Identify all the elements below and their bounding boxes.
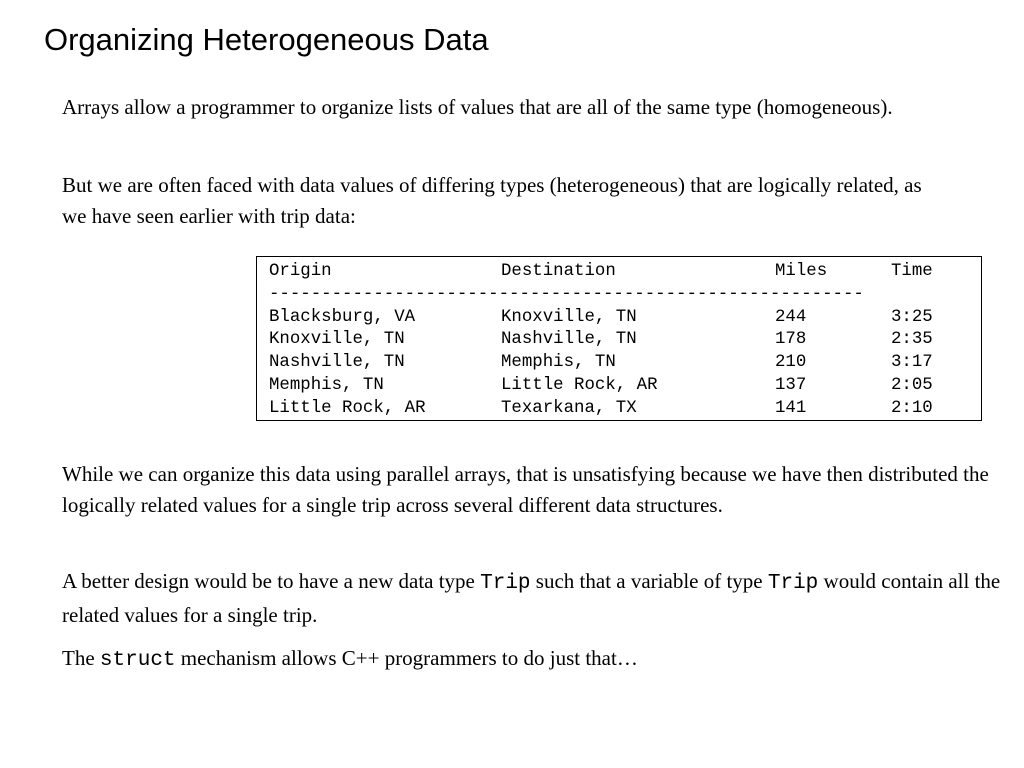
paragraph-text: The <box>62 646 100 670</box>
paragraph-text: mechanism allows C++ programmers to do just that… <box>175 646 638 670</box>
cell-miles: 244 <box>775 307 807 327</box>
paragraph-text: would contain all the related values for a single trip. <box>62 569 1001 627</box>
paragraph-heterogeneous-data: But we are often faced with data values of differing types (heterogeneous) that are logically related, as we have seen earlier with trip data: <box>62 173 922 228</box>
header-destination: Destination <box>501 262 616 281</box>
table-row <box>269 398 981 421</box>
paragraph-struct-mechanism <box>62 643 1002 677</box>
header-time: Time <box>891 262 933 281</box>
table-row <box>269 307 981 330</box>
cell-origin: Little Rock, AR <box>269 398 426 418</box>
table-row <box>269 329 981 352</box>
cell-destination: Memphis, TN <box>501 353 616 373</box>
code-keyword-trip: Trip <box>480 572 531 595</box>
paragraph-parallel-arrays: While we can organize this data using parallel arrays, that is unsatisfying because we have then distributed the logically related values for a single trip across several different data structures. <box>62 462 989 517</box>
cell-origin: Memphis, TN <box>269 375 384 395</box>
paragraph-arrays-homogeneous: Arrays allow a programmer to organize lists of values that are all of the same type (homogeneous). <box>62 95 893 119</box>
cell-origin: Blacksburg, VA <box>269 307 416 327</box>
cell-miles: 137 <box>775 375 807 395</box>
cell-miles: 210 <box>775 353 807 373</box>
code-keyword-trip: Trip <box>767 572 819 595</box>
table-row <box>269 375 981 398</box>
table-header-row <box>269 261 981 284</box>
slide-title: Organizing Heterogeneous Data <box>44 22 489 57</box>
cell-time: 2:35 <box>891 330 933 350</box>
cell-destination: Texarkana, TX <box>501 398 637 418</box>
cell-time: 2:05 <box>891 375 933 395</box>
header-origin: Origin <box>269 262 332 281</box>
cell-destination: Knoxville, TN <box>501 307 637 327</box>
cell-destination: Little Rock, AR <box>501 375 658 395</box>
code-keyword-struct: struct <box>99 649 176 672</box>
cell-time: 3:25 <box>891 307 933 327</box>
cell-destination: Nashville, TN <box>501 330 637 350</box>
table-row <box>269 352 981 375</box>
paragraph-trip-type <box>62 566 1002 630</box>
cell-time: 2:10 <box>891 398 933 418</box>
paragraph-text: such that a variable of type <box>530 569 768 593</box>
trip-data-table <box>256 256 982 421</box>
paragraph-text: A better design would be to have a new data type <box>62 569 481 593</box>
cell-miles: 141 <box>775 398 807 418</box>
cell-miles: 178 <box>775 330 807 350</box>
table-divider: --------------------------------------------------------- <box>269 284 864 304</box>
cell-time: 3:17 <box>891 353 933 373</box>
cell-origin: Knoxville, TN <box>269 330 405 350</box>
cell-origin: Nashville, TN <box>269 353 405 373</box>
header-miles: Miles <box>775 262 828 281</box>
